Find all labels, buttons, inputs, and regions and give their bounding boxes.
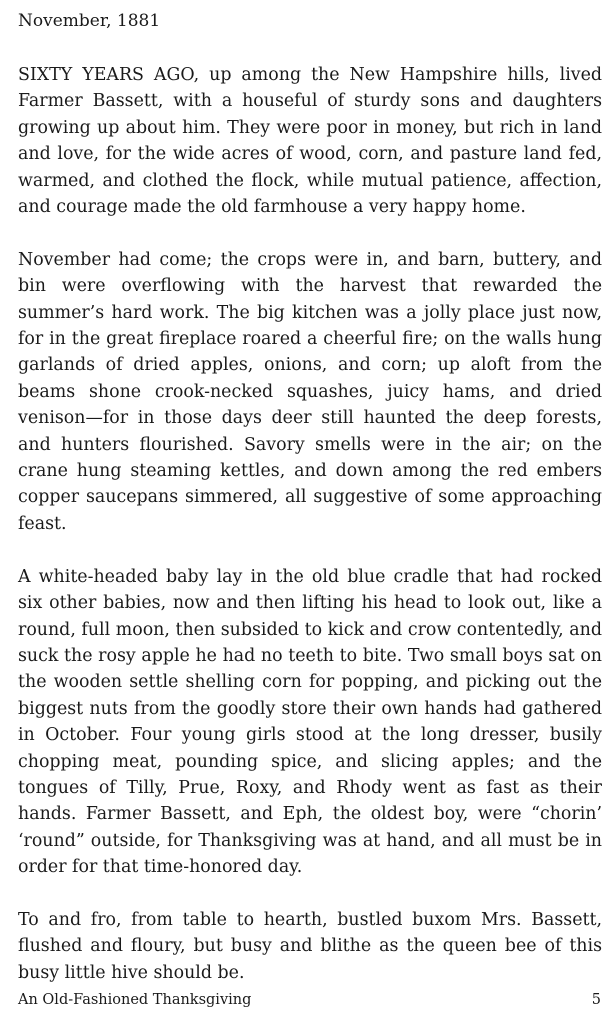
paragraph: To and fro, from table to hearth, bustled buxom Mrs. Bassett, flushed and floury, but busy and blithe as the queen bee of this busy little hive should be. (18, 909, 602, 983)
page-number: 5 (591, 992, 601, 1008)
paragraph: A white-headed baby lay in the old blue cradle that had rocked six other babies, now and then lifting his head to look out, like a round, full moon, then subsided to kick and crow contentedly, and suck the rosy apple he had no teeth to bite. Two small boys sat on the wooden settle shelling corn for popping, and picking out the biggest nuts from the goodly store their own hands had gathered in October. Four young girls stood at the long dresser, busily chopping meat, pounding spice, and slicing apples; and the tongues of Tilly, Prue, Roxy, and Rhody went as fast as their hands. Farmer Bassett, and Eph, the oldest boy, were “chorin’ ‘round” outside, for Thanksgiving was at hand, and all must be in order for that time-honored day. (18, 566, 602, 878)
page-footer (18, 990, 601, 1010)
story-text (18, 62, 602, 1013)
date-heading: November, 1881 (18, 11, 161, 31)
paragraph: SIXTY YEARS AGO, up among the New Hampshire hills, lived Farmer Bassett, with a houseful of sturdy sons and daughters growing up about him. They were poor in money, but rich in land and love, for the wide acres of wood, corn, and pasture land fed, warmed, and clothed the flock, while mutual patience, affection, and courage made the old farmhouse a very happy home. (18, 65, 602, 218)
book-title: An Old-Fashioned Thanksgiving (18, 992, 252, 1008)
paragraph: November had come; the crops were in, and barn, buttery, and bin were overflowing with the harvest that rewarded the summer’s hard work. The big kitchen was a jolly place just now, for in the great fireplace roared a cheerful fire; on the walls hung garlands of dried apples, onions, and corn; up aloft from the beams shone crook-necked squashes, juicy hams, and dried venison—for in those days deer still haunted the deep forests, and hunters flourished. Savory smells were in the air; on the crane hung steaming kettles, and down among the red embers copper saucepans simmered, all suggestive of some approaching feast. (18, 249, 602, 534)
